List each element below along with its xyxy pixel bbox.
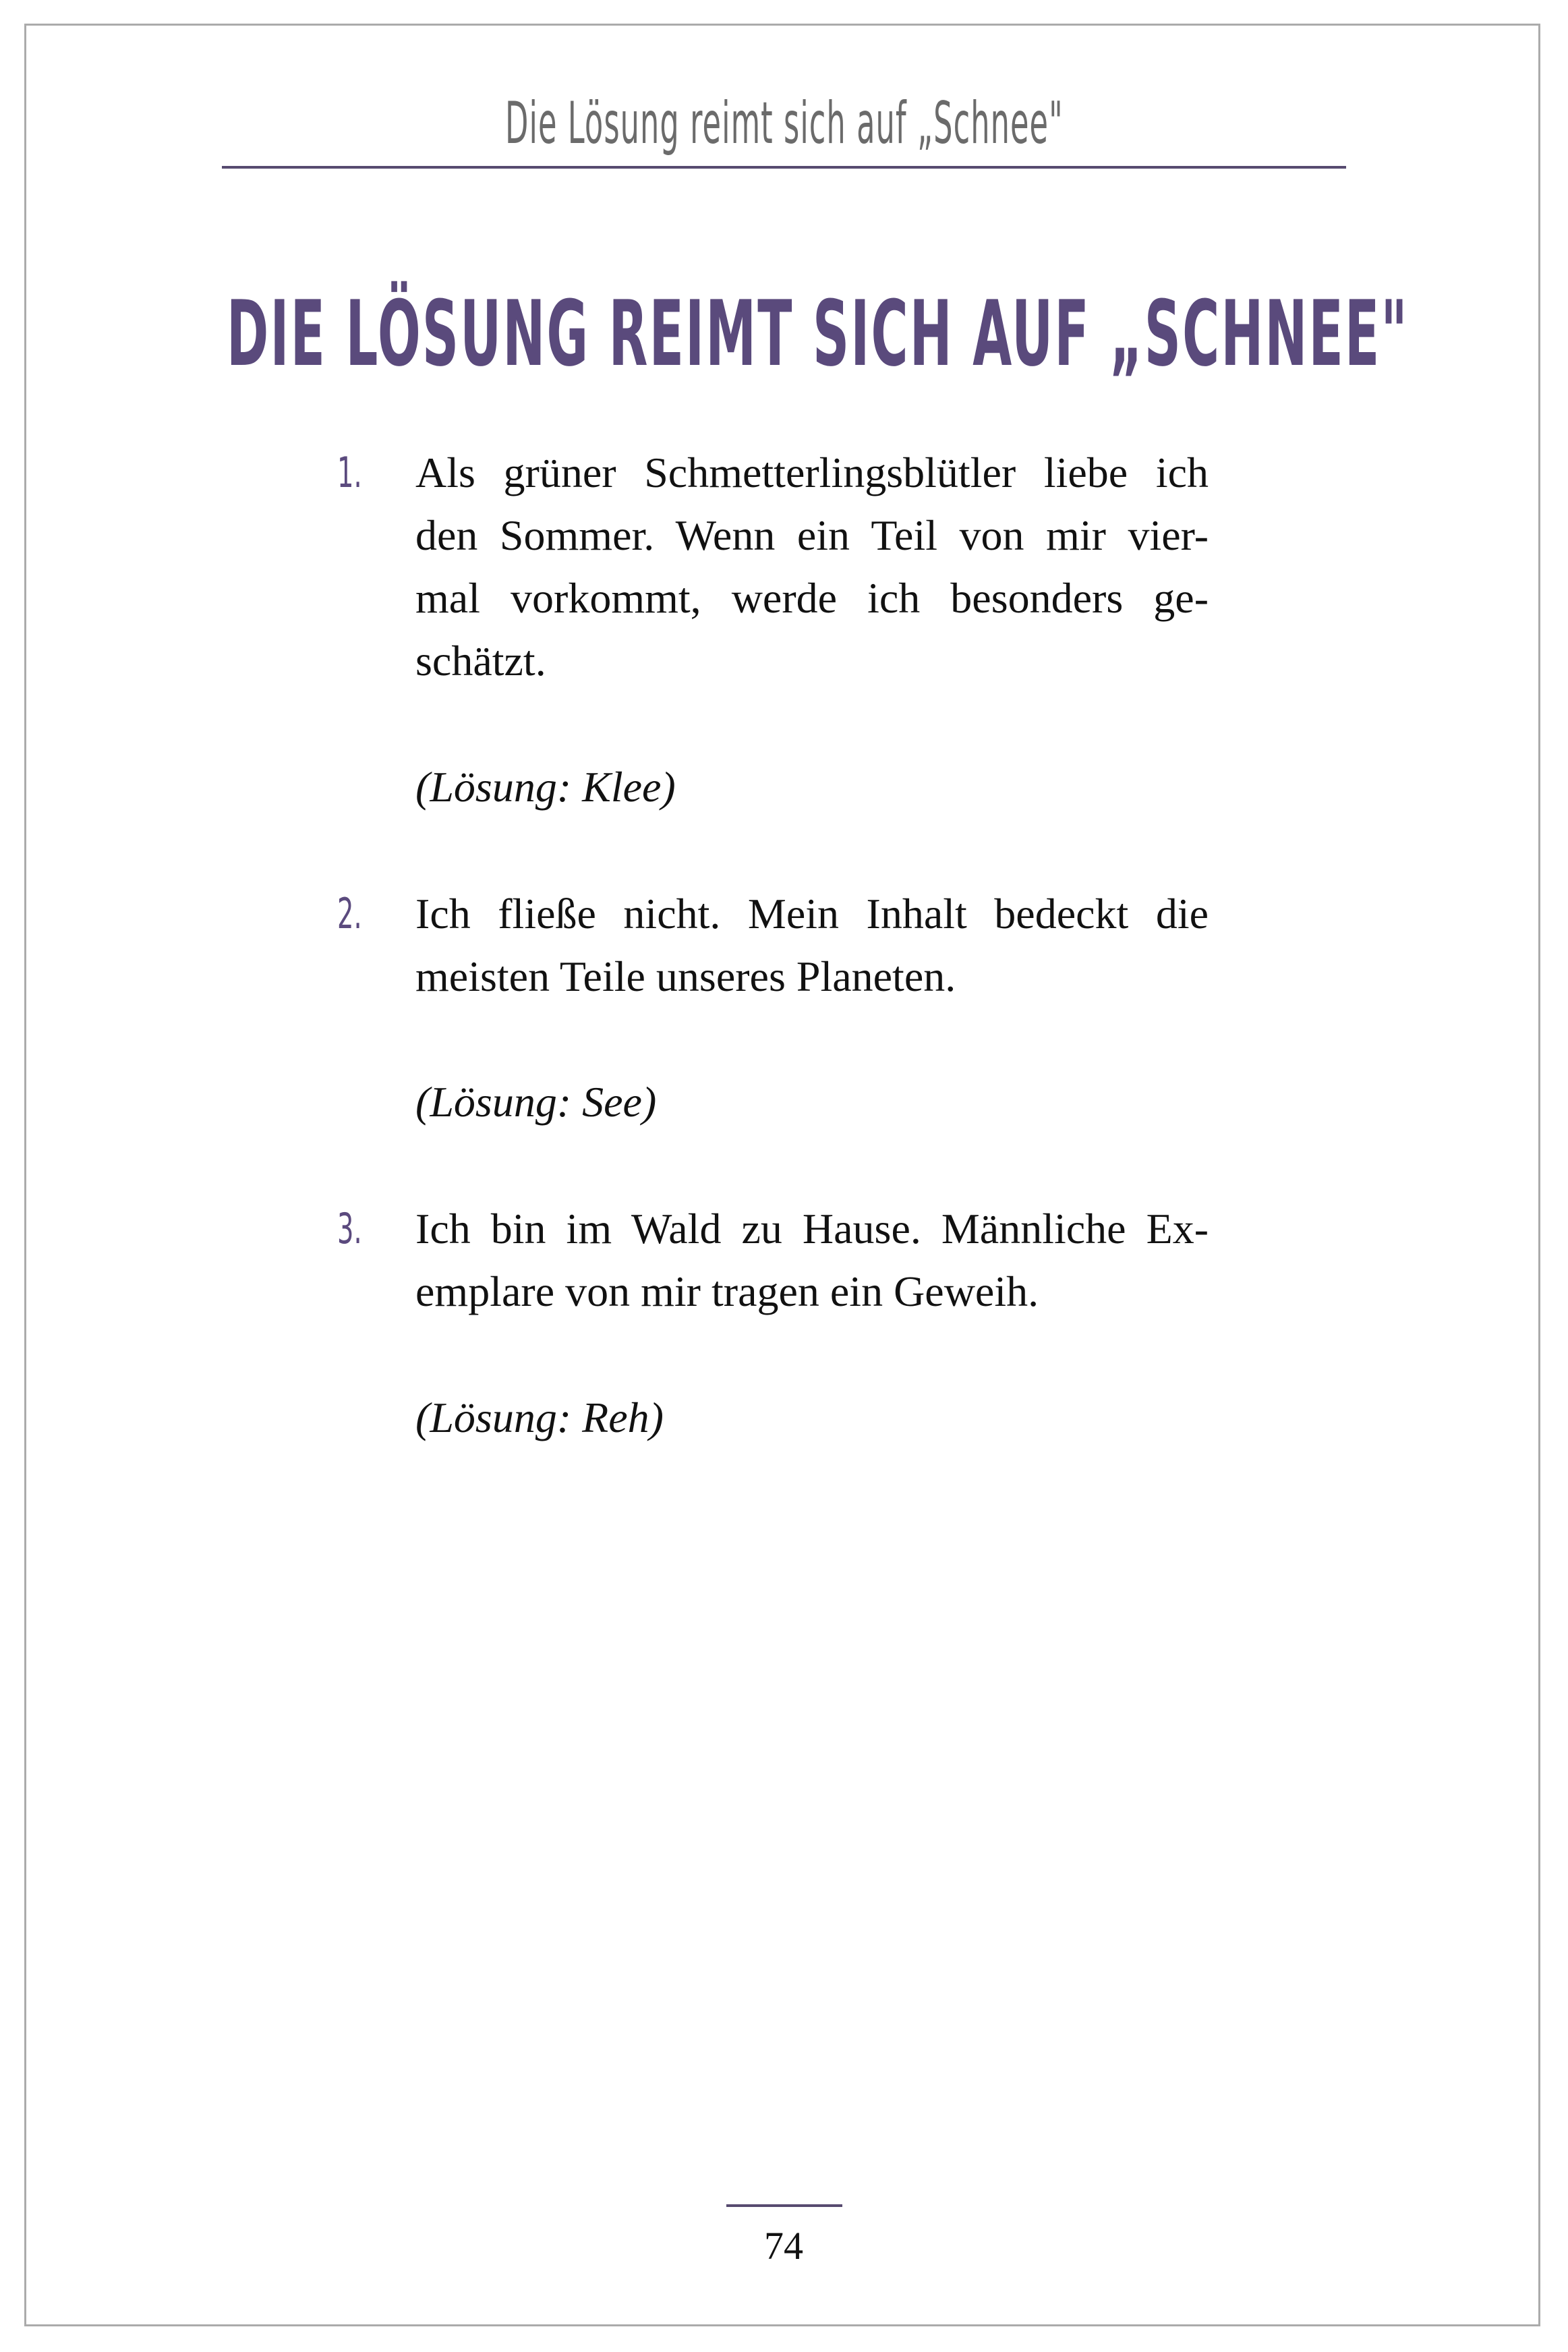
text-line: den Sommer. Wenn ein Teil von mir vier- [415,511,1209,559]
header-rule [222,166,1346,169]
item-number: 2. [337,889,362,938]
riddle-text [415,1197,1209,1323]
item-number: 3. [337,1204,362,1253]
page-title: DIE LÖSUNG REIMT SICH AUF „SCHNEE" [227,281,1409,386]
solution-text: (Lösung: See) [415,1078,657,1126]
text-line: Ich fließe nicht. Mein Inhalt bedeckt die [415,890,1209,938]
riddle-text [415,441,1209,692]
text-line: mal vorkommt, werde ich besonders ge- [415,574,1209,622]
item-number: 1. [337,448,362,497]
page-number: 74 [764,2224,803,2268]
text-line: schätzt. [415,637,546,685]
solution-text: (Lösung: Klee) [415,763,676,811]
text-line: Als grüner Schmetterlingsblütler liebe ich [415,449,1209,496]
footer-rule [726,2204,842,2207]
running-head [222,86,1346,161]
running-head-text: Die Lösung reimt sich auf „Schnee" [504,90,1064,157]
solution-text: (Lösung: Reh) [415,1394,664,1441]
text-line: Ich bin im Wald zu Hause. Männliche Ex- [415,1205,1209,1253]
text-line: emplare von mir tragen ein Geweih. [415,1267,1039,1315]
riddle-text [415,882,1209,1008]
text-line: meisten Teile unseres Planeten. [415,952,956,1000]
